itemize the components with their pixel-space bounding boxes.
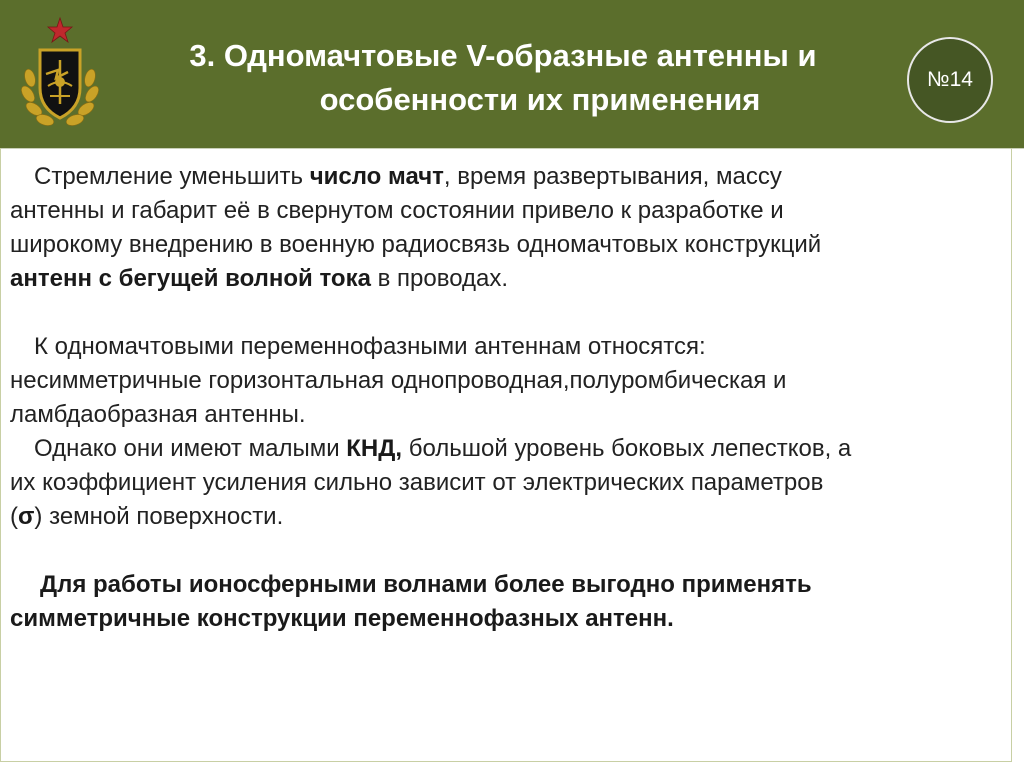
- slide-title: [150, 34, 890, 122]
- text-run: большой уровень боковых лепестков, а: [402, 435, 852, 462]
- slide-body: [10, 160, 1005, 636]
- bold-conclusion: Для работы ионосферными волнами более выгодно применять: [40, 571, 812, 598]
- para2-line2: несимметричные горизонтальная однопроводная,полуромбическая и: [10, 367, 787, 394]
- text-run: в проводах.: [370, 265, 509, 292]
- para1-line2: антенны и габарит её в свернутом состоянии привело к разработке и: [10, 197, 784, 224]
- bold-term: КНД,: [346, 435, 403, 462]
- text-run: Однако они имеют малыми: [34, 435, 347, 462]
- para1-line4: [10, 262, 1005, 296]
- para2-line3: ламбдаобразная антенны.: [10, 401, 306, 428]
- title-line-1: 3. Одномачтовые V-образные антенны и: [189, 38, 817, 73]
- para4-line2: [10, 602, 1005, 636]
- para3-line1: [10, 432, 1005, 466]
- military-signal-emblem-icon: [20, 16, 100, 134]
- slide-header: [0, 0, 1024, 149]
- para2-line1: К одномачтовыми переменнофазными антеннам относятся:: [34, 333, 706, 360]
- para4-line1: [10, 568, 1005, 602]
- text-run: ) земной поверхности.: [34, 503, 284, 530]
- text-run: Стремление уменьшить: [34, 163, 310, 190]
- sigma-symbol: σ: [18, 503, 35, 530]
- para1-line1: [10, 160, 1005, 194]
- bold-conclusion: симметричные конструкции переменнофазных антенн.: [10, 605, 674, 632]
- text-run: , время развертывания, массу: [443, 163, 782, 190]
- bold-term: число мачт: [309, 163, 444, 190]
- para1-line3: широкому внедрению в военную радиосвязь одномачтовых конструкций: [10, 231, 822, 258]
- paragraph-gap: [10, 534, 1005, 568]
- para3-line2: их коэффициент усиления сильно зависит от электрических параметров: [10, 469, 824, 496]
- slide-number-badge: №14: [907, 37, 993, 123]
- bold-term: антенн с бегущей волной тока: [10, 265, 371, 292]
- para3-line3: [10, 500, 1005, 534]
- paragraph-gap: [10, 296, 1005, 330]
- text-run: (: [10, 503, 18, 530]
- title-line-2: особенности их применения: [319, 82, 761, 117]
